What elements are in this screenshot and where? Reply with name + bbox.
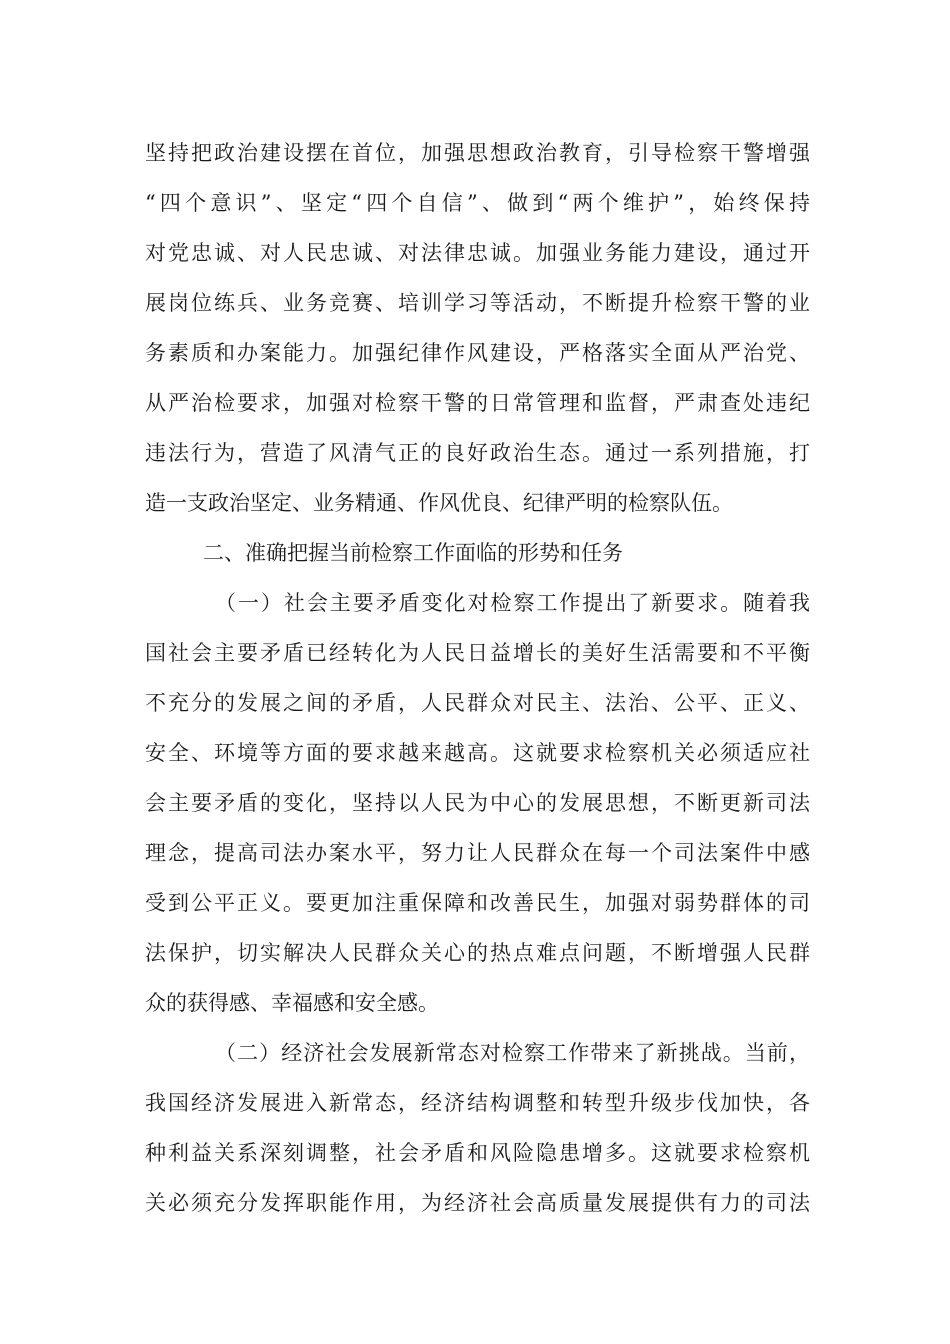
text-line: 展岗位练兵、业务竞赛、培训学习等活动，不断提升检察干警的业 — [145, 291, 810, 315]
text-line: 法保护，切实解决人民群众关心的热点难点问题，不断增强人民群 — [145, 941, 810, 965]
section-heading-text: 二、准确把握当前检察工作面临的形势和任务 — [203, 541, 623, 565]
text-line: 务素质和办案能力。加强纪律作风建设，严格落实全面从严治党、 — [145, 341, 810, 365]
text-line: 从严治检要求，加强对检察干警的日常管理和监督，严肃查处违纪 — [145, 391, 810, 415]
text-line: 造一支政治坚定、业务精通、作风优良、纪律严明的检察队伍。 — [145, 491, 733, 515]
text-line: 安全、环境等方面的要求越来越高。这就要求检察机关必须适应社 — [145, 741, 810, 765]
text-line: 国社会主要矛盾已经转化为人民日益增长的美好生活需要和不平衡 — [145, 641, 810, 665]
text-line: “四个意识”、坚定“四个自信”、做到“两个维护”，始终保持 — [145, 191, 810, 215]
text-line: 对党忠诚、对人民忠诚、对法律忠诚。加强业务能力建设，通过开 — [145, 241, 810, 265]
paragraph-new-normal — [145, 1028, 810, 1228]
text-line: 受到公平正义。要更加注重保障和改善民生，加强对弱势群体的司 — [145, 891, 810, 915]
text-line: 众的获得感、幸福感和安全感。 — [145, 991, 439, 1015]
text-line: 关必须充分发挥职能作用，为经济社会高质量发展提供有力的司法 — [145, 1191, 810, 1215]
paragraph-social-contradiction — [145, 578, 810, 1028]
text-line: 违法行为，营造了风清气正的良好政治生态。通过一系列措施，打 — [145, 441, 810, 465]
body-text — [145, 128, 810, 1228]
text-line: 种利益关系深刻调整，社会矛盾和风险隐患增多。这就要求检察机 — [145, 1141, 810, 1165]
section-heading — [145, 528, 810, 578]
text-line: （一）社会主要矛盾变化对检察工作提出了新要求。随着我 — [215, 591, 810, 615]
text-line: 理念，提高司法办案水平，努力让人民群众在每一个司法案件中感 — [145, 841, 810, 865]
paragraph-team-building — [145, 128, 810, 528]
text-line: 不充分的发展之间的矛盾，人民群众对民主、法治、公平、正义、 — [145, 691, 810, 715]
text-line: 会主要矛盾的变化，坚持以人民为中心的发展思想，不断更新司法 — [145, 791, 810, 815]
text-line: 坚持把政治建设摆在首位，加强思想政治教育，引导检察干警增强 — [145, 141, 810, 165]
text-line: （二）经济社会发展新常态对检察工作带来了新挑战。当前， — [215, 1041, 810, 1065]
text-line: 我国经济发展进入新常态，经济结构调整和转型升级步伐加快，各 — [145, 1091, 810, 1115]
